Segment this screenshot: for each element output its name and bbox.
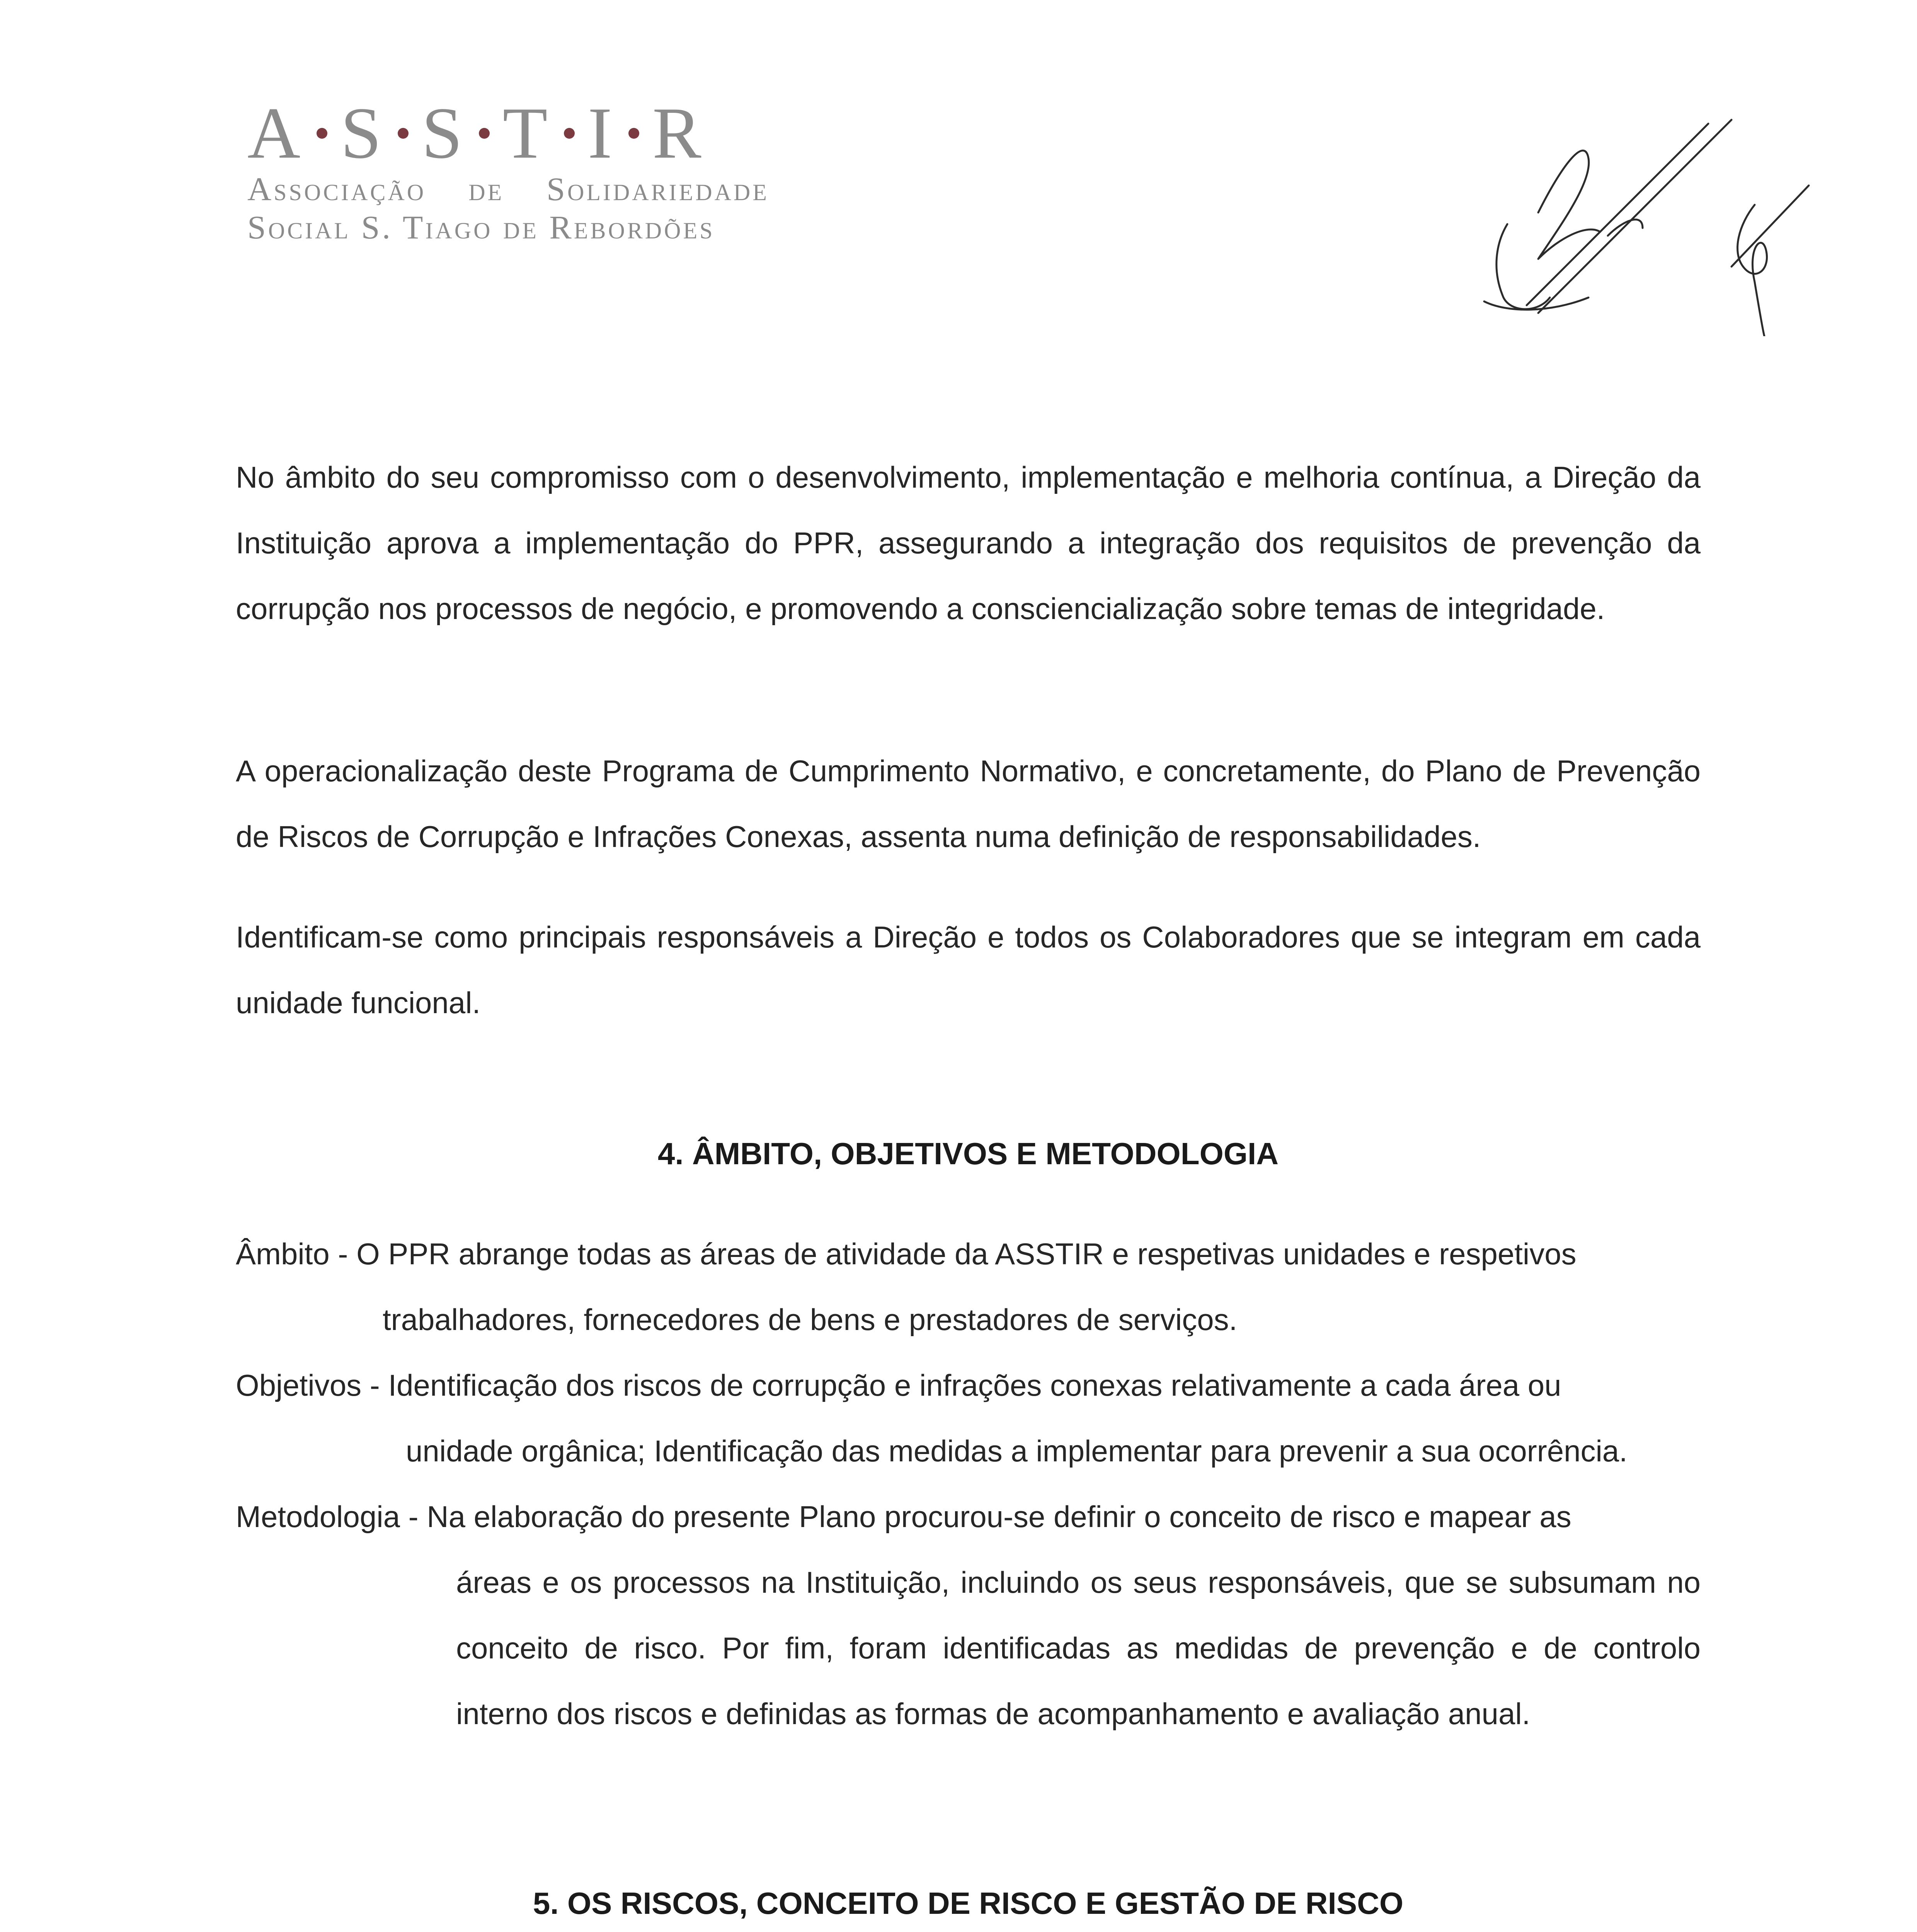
ambito-text-line1: O PPR abrange todas as áreas de atividade da ASSTIR e respetivas unidades e respetivos	[356, 1237, 1577, 1271]
objetivos-text-line1: Identificação dos riscos de corrupção e infrações conexas relativamente a cada área ou	[388, 1368, 1561, 1402]
objetivos-label: Objetivos -	[236, 1368, 388, 1402]
metodologia-text-line1: Na elaboração do presente Plano procurou-se definir o conceito de risco e mapear as	[427, 1500, 1571, 1534]
logo-word: Solidariedade	[546, 170, 769, 207]
logo-dot	[479, 128, 490, 139]
definition-metodologia	[236, 1484, 1701, 1747]
logo-dot	[398, 128, 409, 139]
objetivos-text-line2: unidade orgânica; Identificação das medidas a implementar para prevenir a sua ocorrência.	[406, 1434, 1628, 1468]
definition-ambito	[236, 1221, 1701, 1352]
logo-word: de	[468, 170, 504, 207]
logo-letter: T	[502, 93, 551, 174]
logo-letter: R	[652, 93, 705, 174]
logo-letter: A	[247, 93, 304, 174]
logo-word: Associação	[247, 170, 426, 207]
paragraph-commitment: No âmbito do seu compromisso com o desenvolvimento, implementação e melhoria contínua, a Direção da Instituição aprova a implementação do PPR, assegurando a integração dos requisitos de prevenção da corrupção nos processos de negócio, e promovendo a consciencialização sobre temas de integridade.	[236, 460, 1701, 626]
logo-line-1	[247, 170, 827, 208]
logo-dot	[628, 128, 639, 139]
logo-letter: S	[340, 93, 385, 174]
logo-mark	[247, 93, 827, 174]
ambito-text-line2: trabalhadores, fornecedores de bens e prestadores de serviços.	[383, 1303, 1238, 1337]
logo-dot	[317, 128, 327, 139]
section-5-heading: 5. OS RISCOS, CONCEITO DE RISCO E GESTÃO DE RISCO	[533, 1886, 1404, 1920]
logo-letter: I	[587, 93, 615, 174]
logo-line-2: Social S. Tiago de Rebordões	[247, 208, 715, 246]
metodologia-label: Metodologia -	[236, 1500, 427, 1534]
metodologia-text-rest: áreas e os processos na Instituição, incluindo os seus responsáveis, que se subsumam no conceito de risco. Por fim, foram identificadas as medidas de prevenção e de controlo interno dos riscos e definidas as formas de acompanhamento e avaliação anual.	[456, 1565, 1701, 1731]
paragraph-operationalization: A operacionalização deste Programa de Cumprimento Normativo, e concretamente, do Plano de Prevenção de Riscos de Corrupção e Infrações Conexas, assenta numa definição de responsabilidades.	[236, 754, 1701, 854]
handwritten-signature	[1461, 97, 1828, 336]
asstir-logo	[247, 93, 827, 247]
ambito-label: Âmbito -	[236, 1237, 357, 1271]
section-4-heading: 4. ÂMBITO, OBJETIVOS E METODOLOGIA	[657, 1136, 1279, 1171]
definition-objetivos	[236, 1352, 1701, 1484]
logo-letter: S	[421, 93, 466, 174]
paragraph-responsibles: Identificam-se como principais responsáveis a Direção e todos os Colaboradores que se integram em cada unidade funcional.	[236, 920, 1701, 1020]
logo-dot	[564, 128, 575, 139]
